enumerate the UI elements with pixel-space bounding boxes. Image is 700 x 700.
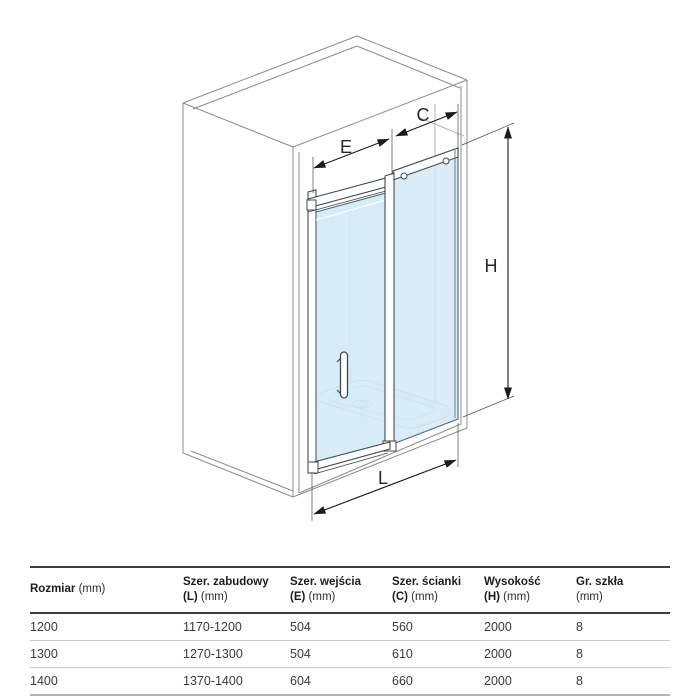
dimension-label-L: L: [377, 468, 389, 488]
table-cell: 504: [290, 647, 311, 661]
dimension-label-C: C: [416, 105, 430, 125]
table-cell: 1200: [30, 620, 58, 634]
column-header: Rozmiar (mm): [30, 583, 106, 596]
table-cell: 8: [576, 674, 583, 688]
table-cell: 560: [392, 620, 413, 634]
table-cell: 8: [576, 620, 583, 634]
dimension-label-H: H: [484, 256, 498, 276]
table-row: [30, 614, 670, 641]
column-header: Wysokość (H) (mm): [484, 575, 541, 603]
track-end-cap: [307, 200, 316, 210]
column-header: Szer. zabudowy (L) (mm): [183, 575, 269, 603]
roller-icon: [443, 158, 449, 164]
table-cell: 604: [290, 674, 311, 688]
table-cell: 1400: [30, 674, 58, 688]
table-cell: 1370-1400: [183, 674, 243, 688]
column-header: Gr. szkła (mm): [576, 575, 624, 603]
divider-profile: [385, 173, 394, 450]
table-cell: 2000: [484, 674, 512, 688]
column-header: Szer. ścianki (C) (mm): [392, 575, 462, 603]
spec-table: [30, 566, 670, 696]
left-wall-profile: [308, 190, 316, 473]
table-body: [30, 614, 670, 696]
table-cell: 610: [392, 647, 413, 661]
column-header: Szer. wejścia (E) (mm): [290, 575, 361, 603]
roller-icon: [401, 173, 407, 179]
table-cell: 1170-1200: [183, 620, 242, 634]
table-cell: 1300: [30, 647, 58, 661]
dimension-label-E: E: [339, 137, 353, 157]
fixed-glass-panel: [393, 148, 458, 444]
table-cell: 2000: [484, 620, 512, 634]
table-row: [30, 641, 670, 668]
table-cell: 8: [576, 647, 583, 661]
table-cell: 660: [392, 674, 413, 688]
table-row: [30, 668, 670, 696]
table-cell: 1270-1300: [183, 647, 243, 661]
sliding-glass-door: [316, 173, 396, 469]
table-cell: 504: [290, 620, 311, 634]
table-header-row: [30, 566, 670, 614]
table-cell: 2000: [484, 647, 512, 661]
